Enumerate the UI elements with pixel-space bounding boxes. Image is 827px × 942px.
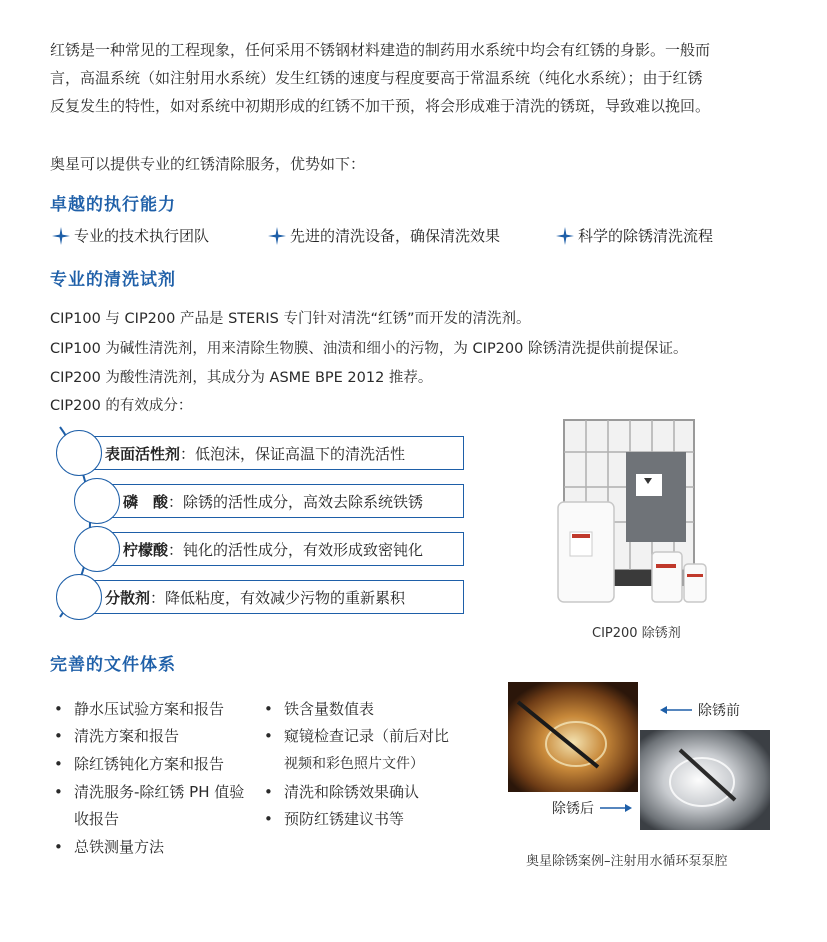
reagent-line: CIP100 与 CIP200 产品是 STERIS 专门针对清洗“红锈”而开发的清洗剂。 [50, 311, 531, 327]
sparkle-icon [268, 227, 286, 245]
sparkle-icon [52, 227, 70, 245]
after-label-text: 除锈后 [552, 801, 594, 817]
intro-line: 反复发生的特性，如对系统中初期形成的红锈不加干预，将会形成难于清洗的锈斑，导致难以挽回。 [50, 97, 711, 115]
component-desc: ：钝化的活性成分，有效形成致密钝化 [168, 541, 424, 559]
after-label [552, 798, 632, 818]
cip200-product-image [556, 412, 716, 612]
feature-label: 科学的除锈清洗流程 [578, 227, 714, 245]
list-item-text: 静水压试验方案和报告 [74, 700, 225, 718]
before-label [660, 700, 740, 720]
list-item-text: 窥镜检查记录（前后对比 [284, 727, 450, 745]
component-marker [74, 478, 120, 524]
section-title-reagents: 专业的清洗试剂 [50, 270, 176, 290]
feature-item [268, 225, 500, 246]
list-item-text: 清洗和除锈效果确认 [284, 783, 420, 801]
component-marker [56, 430, 102, 476]
case-caption: 奥星除锈案例–注射用水循环泵泵腔 [526, 854, 728, 869]
list-item-text: 铁含量数值表 [284, 700, 375, 718]
intro-paragraph [50, 36, 790, 120]
list-item-text: 清洗方案和报告 [74, 727, 180, 745]
feature-item [556, 225, 713, 246]
product-caption: CIP200 除锈剂 [592, 626, 681, 641]
reagent-line: CIP200 的有效成分： [50, 398, 193, 414]
before-cleaning-photo [508, 682, 638, 792]
before-label-text: 除锈前 [698, 703, 740, 719]
list-item-text: 收报告 [74, 810, 120, 828]
sparkle-icon [556, 227, 574, 245]
after-cleaning-photo [640, 730, 770, 830]
list-item-text: 清洗服务-除红锈 PH 值验 [74, 783, 245, 801]
component-box [82, 436, 464, 470]
list-item-text: 除红锈钝化方案和报告 [74, 755, 225, 773]
component-name: 磷 酸 [123, 493, 169, 511]
component-box [100, 532, 464, 566]
component-name: 柠檬酸 [123, 541, 169, 559]
reagent-line: CIP200 为酸性清洗剂，其成分为 ASME BPE 2012 推荐。 [50, 370, 433, 386]
component-desc: ：低泡沫，保证高温下的清洗活性 [180, 445, 406, 463]
reagent-line: CIP100 为碱性清洗剂，用来清除生物膜、油渍和细小的污物，为 CIP200 除锈清洗提供前提保证。 [50, 341, 688, 357]
section-title-documents: 完善的文件体系 [50, 655, 176, 675]
list-item-text: 预防红锈建议书等 [284, 810, 405, 828]
section-title-execution: 卓越的执行能力 [50, 195, 176, 215]
component-name: 分散剂 [105, 589, 151, 607]
feature-label: 专业的技术执行团队 [74, 227, 210, 245]
component-box [82, 580, 464, 614]
intro-line: 言，高温系统（如注射用水系统）发生红锈的速度与程度要高于常温系统（纯化水系统）；由于红锈 [50, 69, 703, 87]
component-desc: ：降低粘度，有效减少污物的重新累积 [150, 589, 406, 607]
list-item-text: 总铁测量方法 [74, 838, 165, 856]
list-item-text: 视频和彩色照片文件） [284, 756, 424, 772]
intro-line: 红锈是一种常见的工程现象，任何采用不锈钢材料建造的制药用水系统中均会有红锈的身影。一般而 [50, 41, 711, 59]
component-marker [56, 574, 102, 620]
arrow-right-icon [600, 803, 632, 813]
component-marker [74, 526, 120, 572]
component-name: 表面活性剂 [105, 445, 181, 463]
component-box [100, 484, 464, 518]
arrow-left-icon [660, 705, 692, 715]
feature-item [52, 225, 209, 246]
feature-label: 先进的清洗设备，确保清洗效果 [290, 227, 501, 245]
service-intro: 奥星可以提供专业的红锈清除服务，优势如下： [50, 155, 366, 173]
component-desc: ：除锈的活性成分，高效去除系统铁锈 [168, 493, 424, 511]
